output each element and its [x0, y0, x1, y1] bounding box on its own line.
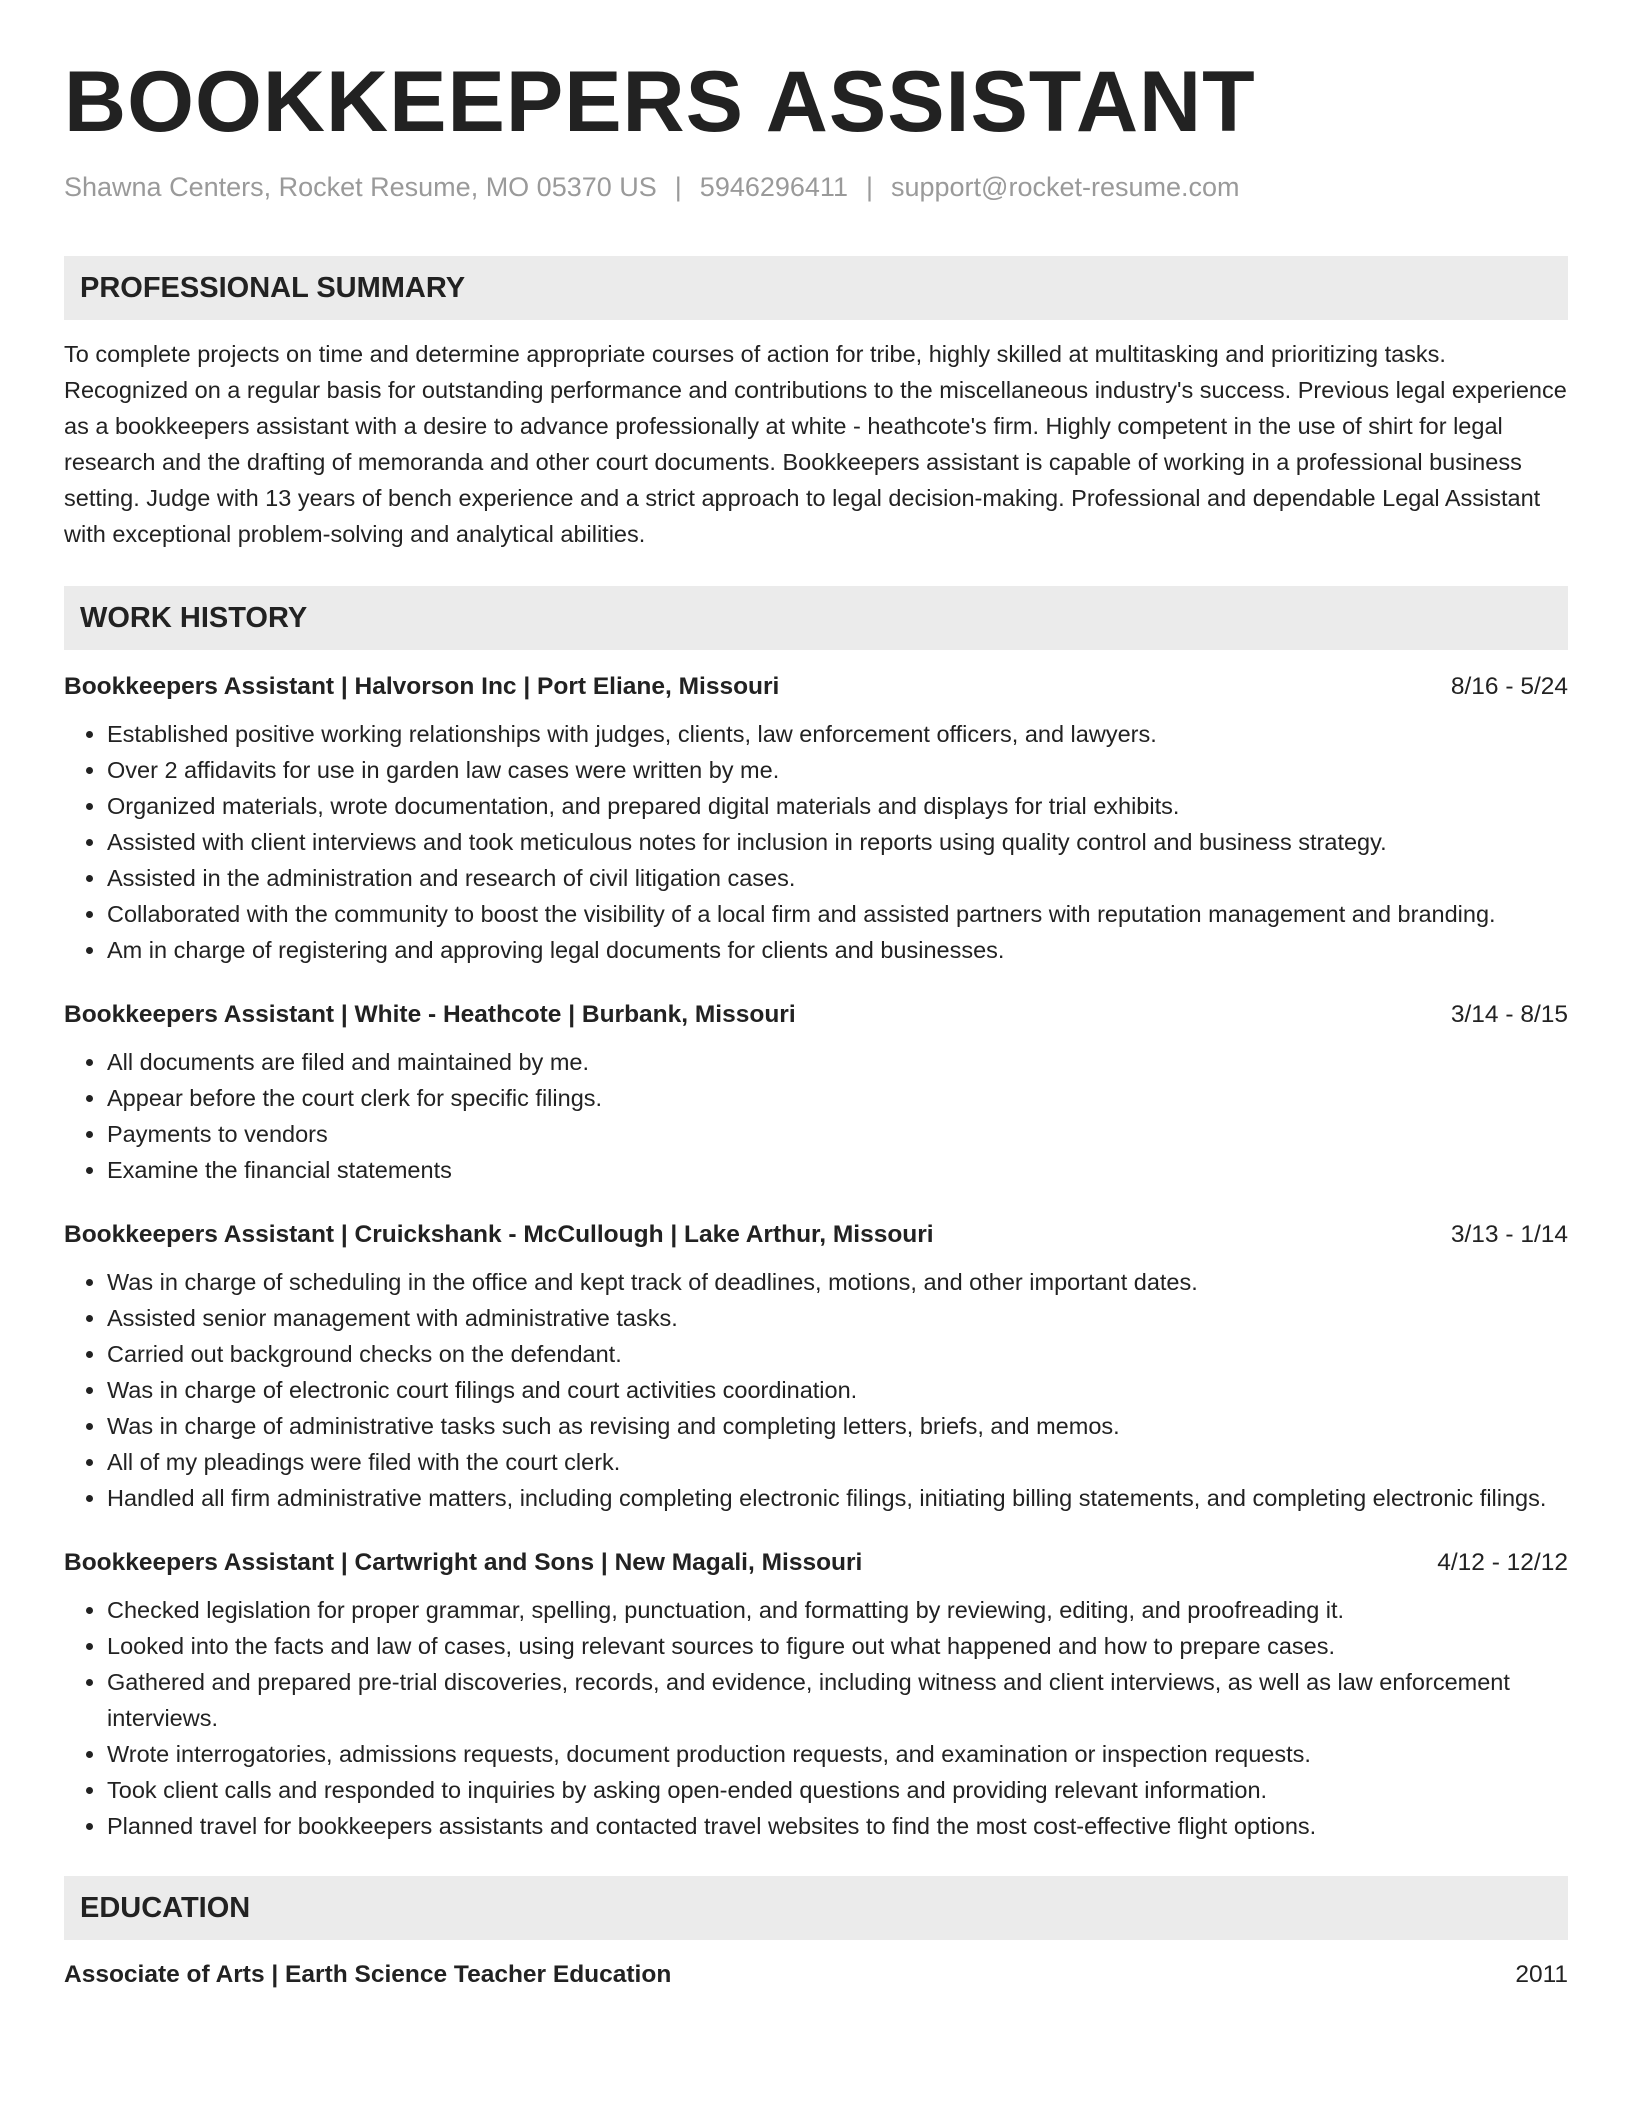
- job-bullet: • Assisted in the administration and research of civil litigation cases.: [107, 860, 1568, 896]
- job-header: [64, 1218, 1568, 1252]
- job-header: [64, 1546, 1568, 1580]
- job-title: Bookkeepers Assistant | White - Heathcote | Burbank, Missouri: [64, 1001, 796, 1028]
- section-heading-summary: PROFESSIONAL SUMMARY: [64, 256, 1568, 320]
- job-bullet: • Wrote interrogatories, admissions requests, document production requests, and examination or inspection requests.: [107, 1736, 1568, 1772]
- work-history-list: [64, 670, 1568, 1844]
- job-bullet: • All documents are filed and maintained by me.: [107, 1044, 1568, 1080]
- job-header: [64, 998, 1568, 1032]
- education-year: 2011: [1515, 1961, 1568, 1988]
- education-degree: Associate of Arts | Earth Science Teacher Education: [64, 1961, 672, 1988]
- job-bullet: • Established positive working relationships with judges, clients, law enforcement officers, and lawyers.: [107, 716, 1568, 752]
- job-title: Bookkeepers Assistant | Cartwright and Sons | New Magali, Missouri: [64, 1549, 863, 1576]
- contact-address: Shawna Centers, Rocket Resume, MO 05370 US: [64, 172, 657, 202]
- job-bullets: [64, 1592, 1568, 1844]
- job-bullet: • Looked into the facts and law of cases, using relevant sources to figure out what happened and how to prepare cases.: [107, 1628, 1568, 1664]
- job-header: [64, 670, 1568, 704]
- job-bullet: • Appear before the court clerk for specific filings.: [107, 1080, 1568, 1116]
- contact-separator: |: [865, 172, 873, 202]
- job-dates: 8/16 - 5/24: [1450, 673, 1568, 700]
- job-bullets: [64, 716, 1568, 968]
- job-bullet: • Was in charge of scheduling in the office and kept track of deadlines, motions, and other important dates.: [107, 1264, 1568, 1300]
- job-bullet: • All of my pleadings were filed with the court clerk.: [107, 1444, 1568, 1480]
- job-entry: [64, 1546, 1568, 1844]
- section-heading-education: EDUCATION: [64, 1876, 1568, 1940]
- contact-line: [64, 170, 1568, 204]
- job-bullet: • Assisted with client interviews and took meticulous notes for inclusion in reports using quality control and business strategy.: [107, 824, 1568, 860]
- job-entry: [64, 1218, 1568, 1516]
- contact-phone: 5946296411: [699, 172, 848, 202]
- job-entry: [64, 998, 1568, 1188]
- job-bullet: • Handled all firm administrative matters, including completing electronic filings, initiating billing statements, and completing electronic filings.: [107, 1480, 1568, 1516]
- job-bullets: [64, 1044, 1568, 1188]
- candidate-name: BOOKKEEPERS ASSISTANT: [64, 54, 1256, 150]
- job-dates: 4/12 - 12/12: [1437, 1549, 1568, 1576]
- job-bullet: • Planned travel for bookkeepers assistants and contacted travel websites to find the most cost-effective flight options.: [107, 1808, 1568, 1844]
- job-bullet: • Organized materials, wrote documentation, and prepared digital materials and displays for trial exhibits.: [107, 788, 1568, 824]
- section-heading-work-history: WORK HISTORY: [64, 586, 1568, 650]
- job-bullet: • Assisted senior management with administrative tasks.: [107, 1300, 1568, 1336]
- job-bullets: [64, 1264, 1568, 1516]
- job-bullet: • Gathered and prepared pre-trial discoveries, records, and evidence, including witness and client interviews, as well as law enforcement interviews.: [107, 1664, 1568, 1736]
- job-bullet: • Over 2 affidavits for use in garden law cases were written by me.: [107, 752, 1568, 788]
- contact-email: support@rocket-resume.com: [890, 172, 1240, 202]
- job-bullet: • Took client calls and responded to inquiries by asking open-ended questions and providing relevant information.: [107, 1772, 1568, 1808]
- job-dates: 3/14 - 8/15: [1450, 1001, 1568, 1028]
- job-dates: 3/13 - 1/14: [1450, 1221, 1568, 1248]
- job-bullet: • Payments to vendors: [107, 1116, 1568, 1152]
- job-title: Bookkeepers Assistant | Cruickshank - McCullough | Lake Arthur, Missouri: [64, 1221, 934, 1248]
- job-title: Bookkeepers Assistant | Halvorson Inc | Port Eliane, Missouri: [64, 673, 780, 700]
- job-bullet: • Collaborated with the community to boost the visibility of a local firm and assisted partners with reputation management and branding.: [107, 896, 1568, 932]
- job-bullet: • Was in charge of electronic court filings and court activities coordination.: [107, 1372, 1568, 1408]
- job-bullet: • Am in charge of registering and approving legal documents for clients and businesses.: [107, 932, 1568, 968]
- education-entry: [64, 1958, 1568, 1992]
- job-bullet: • Was in charge of administrative tasks such as revising and completing letters, briefs, and memos.: [107, 1408, 1568, 1444]
- job-entry: [64, 670, 1568, 968]
- summary-text: To complete projects on time and determine appropriate courses of action for tribe, highly skilled at multitasking and prioritizing tasks. Recognized on a regular basis for outstanding performance and contributions to the miscellaneous industry's success. Previous legal experience as a bookkeepers assistant with a desire to advance professionally at white - heathcote's firm. Highly competent in the use of shirt for legal research and the drafting of memoranda and other court documents. Bookkeepers assistant is capable of working in a professional business setting. Judge with 13 years of bench experience and a strict approach to legal decision-making. Professional and dependable Legal Assistant with exceptional problem-solving and analytical abilities.: [64, 341, 1567, 547]
- job-bullet: • Checked legislation for proper grammar, spelling, punctuation, and formatting by reviewing, editing, and proofreading it.: [107, 1592, 1568, 1628]
- job-bullet: • Examine the financial statements: [107, 1152, 1568, 1188]
- contact-separator: |: [674, 172, 682, 202]
- job-bullet: • Carried out background checks on the defendant.: [107, 1336, 1568, 1372]
